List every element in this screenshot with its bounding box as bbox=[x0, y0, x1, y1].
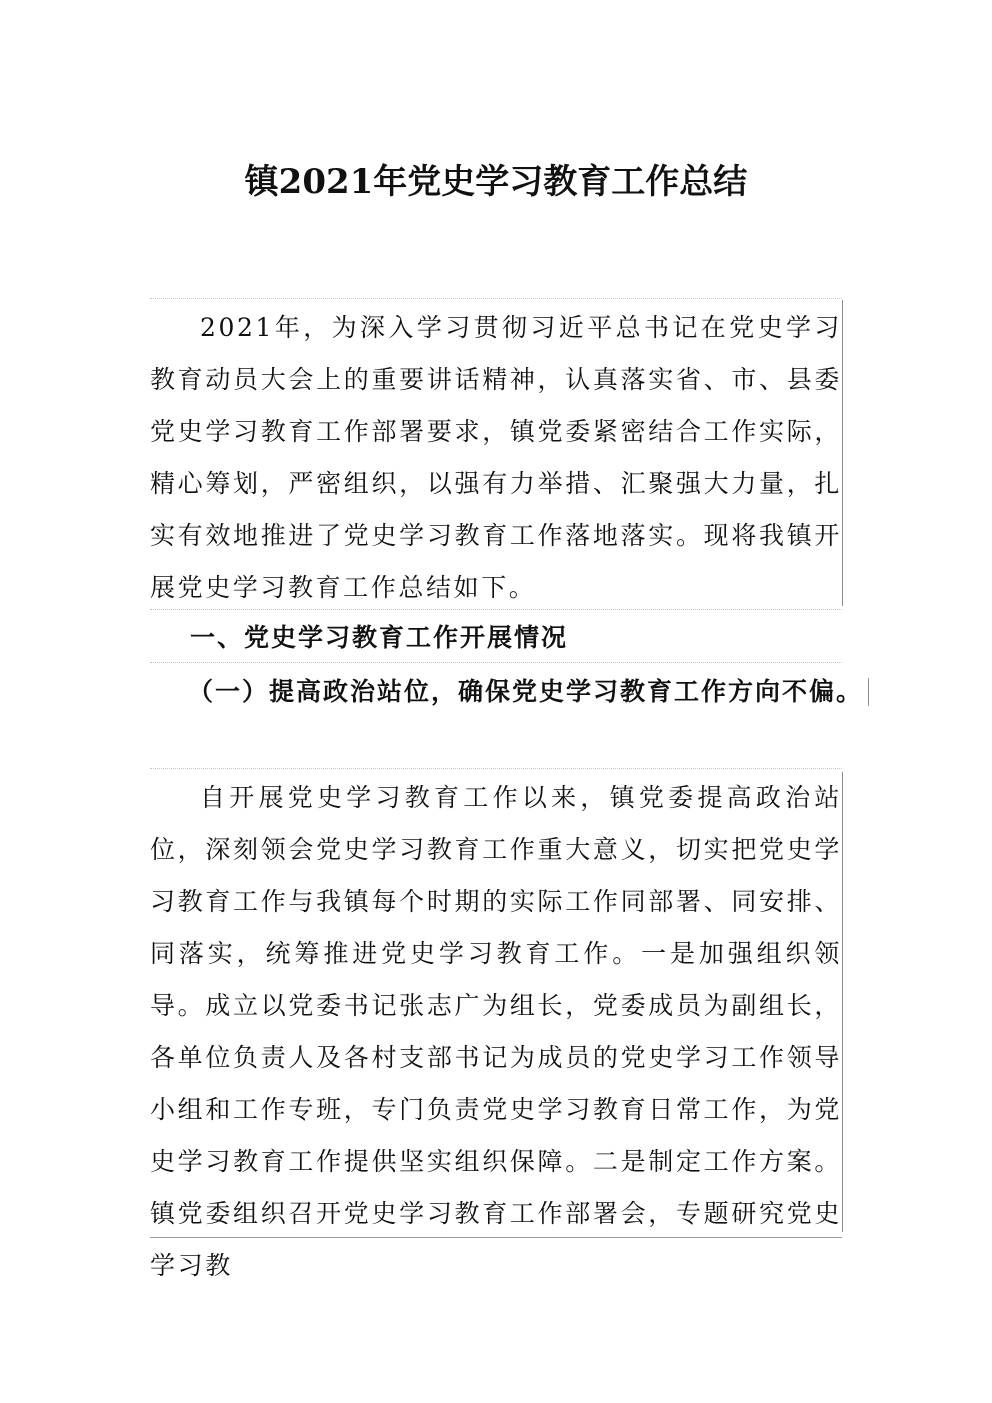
intro-paragraph: 2021年，为深入学习贯彻习近平总书记在党史学习教育动员大会上的重要讲话精神，认真落实省、市、县委党史学习教育工作部署要求，镇党委紧密结合工作实际，精心筹划，严密组织，以强有力举措、汇聚强大力量，扎实有效地推进了党史学习教育工作落地落实。现将我镇开展党史学习教育工作总结如下。 bbox=[150, 313, 842, 602]
section-heading: 一、党史学习教育工作开展情况 bbox=[190, 623, 569, 652]
paragraph-right-edge bbox=[842, 300, 843, 606]
body-paragraph: 自开展党史学习教育工作以来，镇党委提高政治站位，深刻领会党史学习教育工作重大意义，切实把党史学习教育工作与我镇每个时期的实际工作同部署、同安排、同落实，统筹推进党史学习教育工作。一是加强组织领导。成立以党委书记张志广为组长，党委成员为副组长，各单位负责人及各村支部书记为成员的党史学习工作领导小组和工作专班，专门负责党史学习教育日常工作，为党史学习教育工作提供坚实组织保障。二是制定工作方案。镇党委组织召开党史学习教育工作部署会，专题研究党史学习教 bbox=[150, 783, 842, 1280]
paragraph-bottom-rule bbox=[150, 609, 842, 610]
body-right-edge bbox=[842, 772, 843, 1232]
subsection-heading: （一）提高政治站位，确保党史学习教育工作方向不偏。 bbox=[188, 677, 864, 706]
body-top-rule bbox=[150, 768, 842, 769]
heading-rule bbox=[150, 662, 842, 663]
paragraph-top-rule bbox=[150, 298, 842, 299]
body-bottom-rule bbox=[150, 1237, 842, 1238]
subsection-right-edge bbox=[868, 678, 869, 706]
document-title: 镇2021年党史学习教育工作总结 bbox=[244, 162, 748, 202]
